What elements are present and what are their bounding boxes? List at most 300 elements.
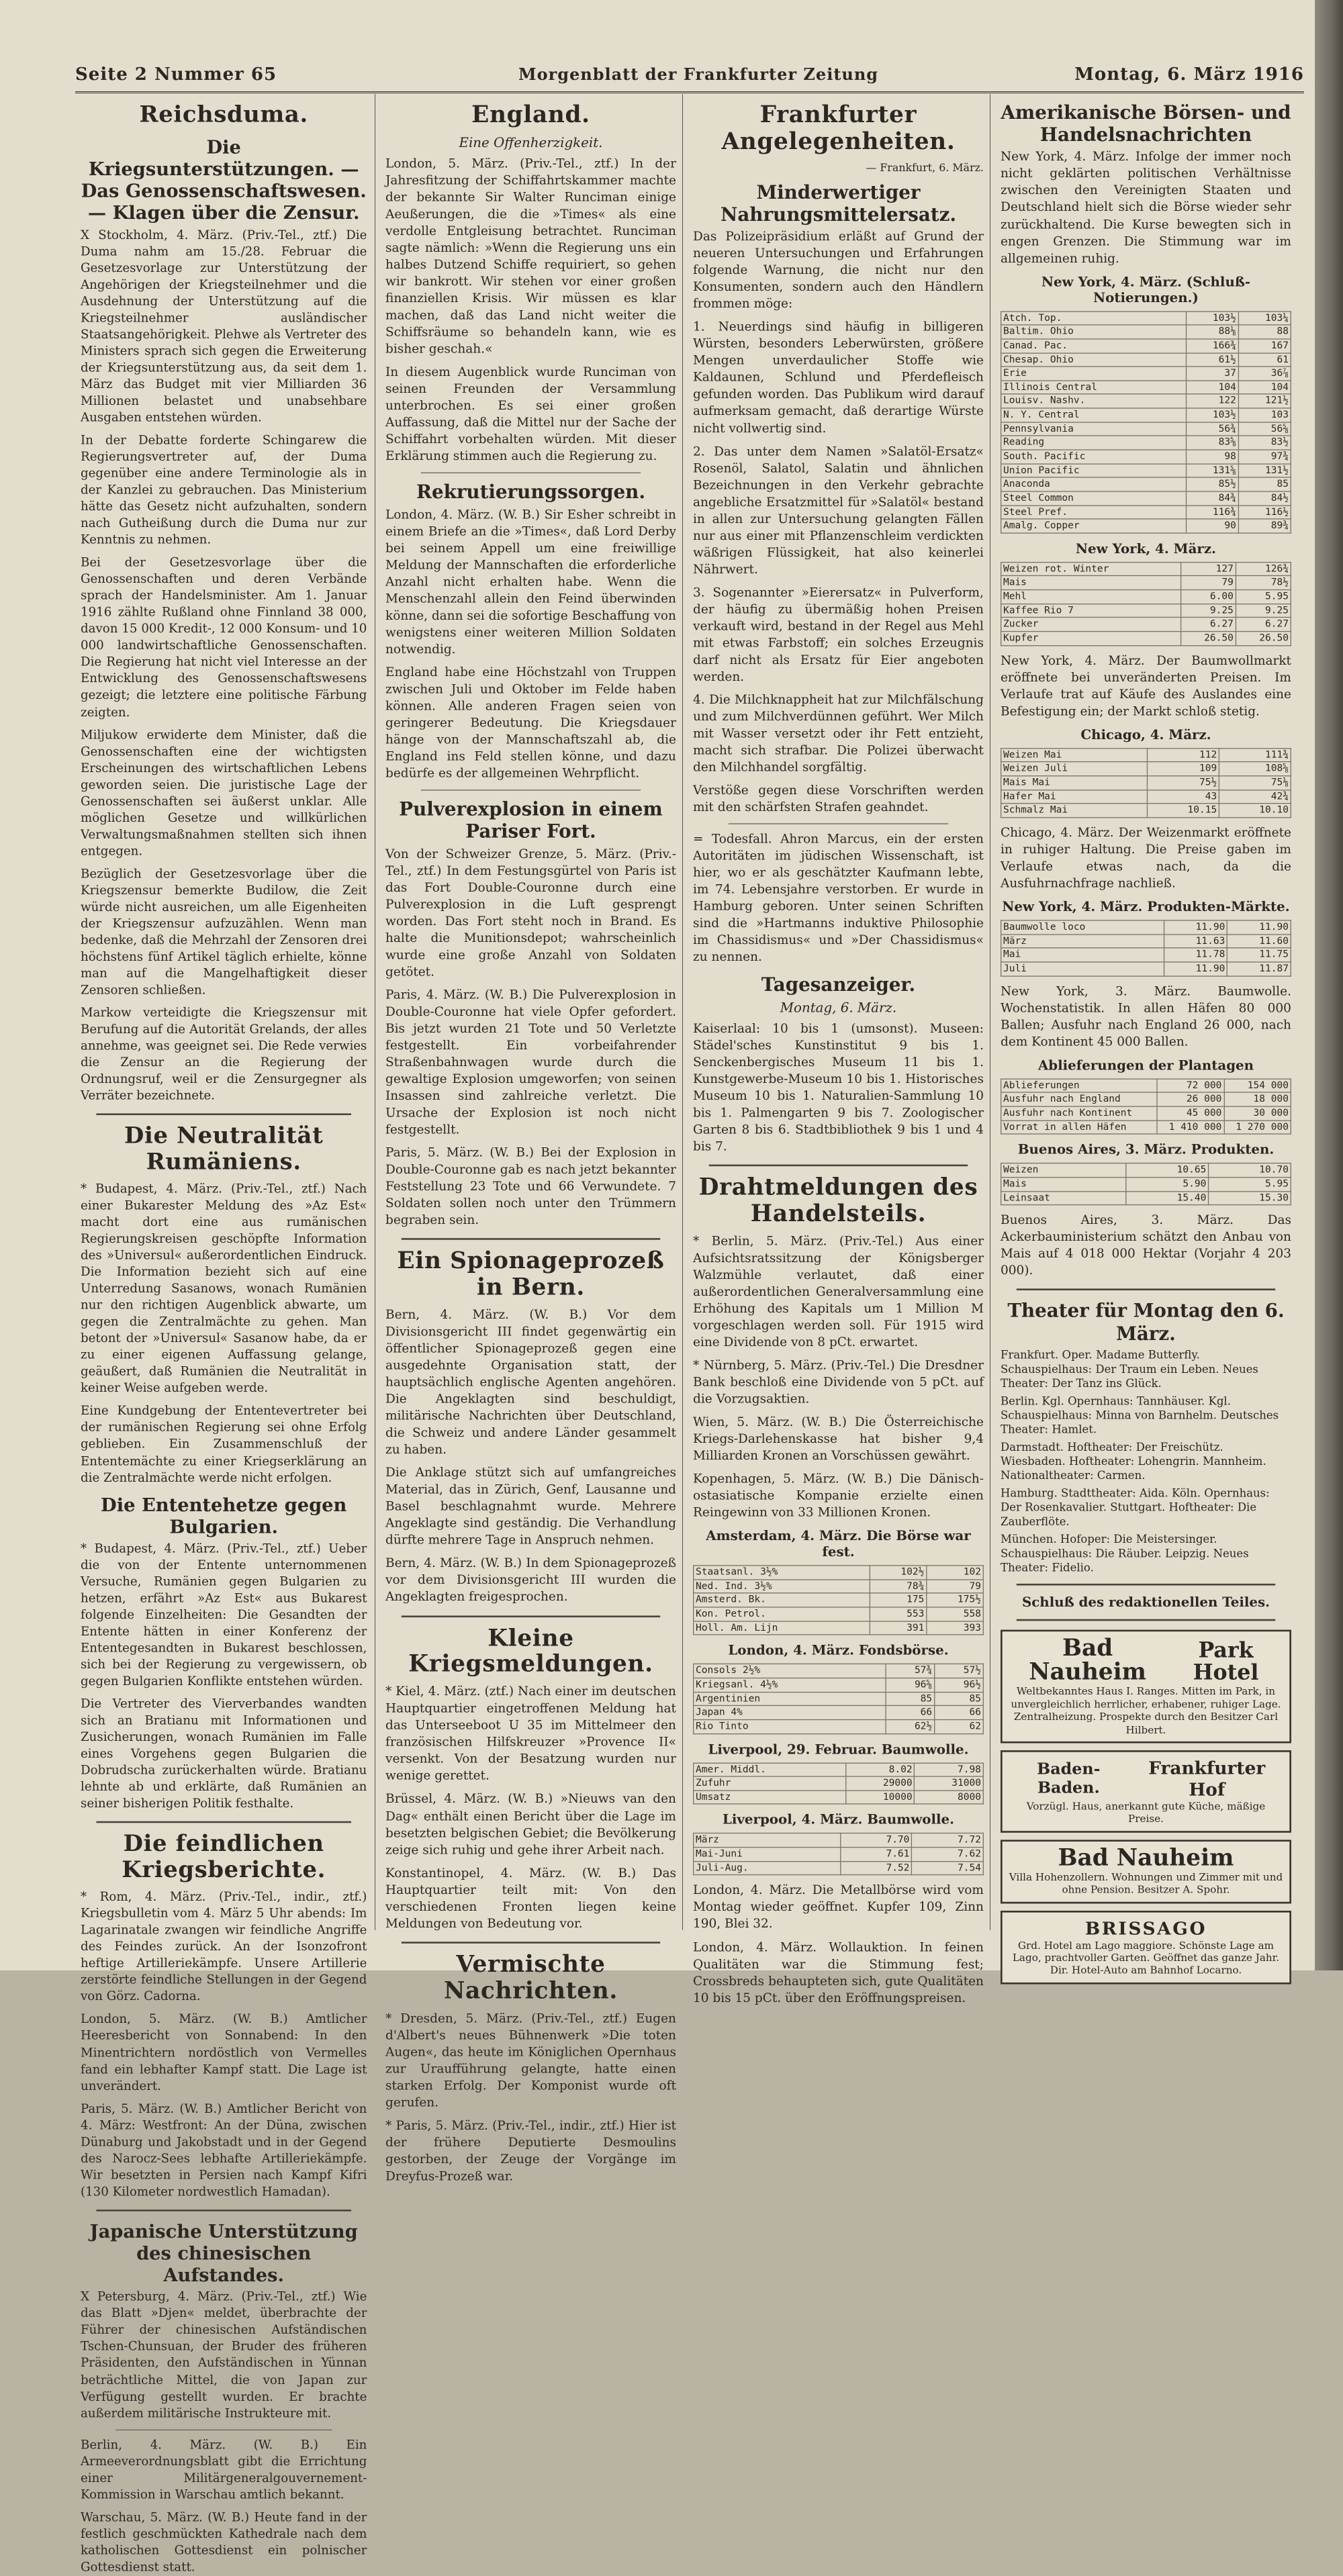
- table-caption: New York, 4. März. (Schluß-Notierungen.): [1041, 273, 1251, 305]
- article-paragraph: X Petersburg, 4. März. (Priv.-Tel., ztf.) Wie das Blatt »Djen« meldet, überbrachte der Führer der chinesischen Aufständischen Tschen-Chunsuan, der Bruder des früheren Präsidenten, den Aufständischen in Yünnan beträchtliche Mittel, die von Japan zur Verfügung gestellt wurden. Er brachte außerdem militärische Instrukteure mit.: [81, 2290, 367, 2421]
- ad-town: Bad Nauheim: [1029, 1635, 1146, 1686]
- table-cell: Ausfuhr nach Kontinent: [1001, 1106, 1157, 1120]
- table-cell: 72 000: [1157, 1079, 1224, 1093]
- article-paragraph: Paris, 4. März. (W. B.) Die Pulverexplosion in Double-Couronne hat viele Opfer gefordert. Bis jetzt wurden 21 Tote und 50 Verletzte festgestellt. Ein vorbeifahrender Straßenbahnwagen wurde durch die gewaltige Explosion umgeworfen; von seinen Insassen sind zahlreiche verletzt. Die Ursache der Explosion ist noch nicht festgestellt.: [385, 988, 676, 1137]
- table-cell: 175: [870, 1593, 927, 1607]
- section-heading: Rekrutierungssorgen.: [416, 481, 645, 504]
- table-cell: 5.95: [1236, 590, 1291, 604]
- section-heading: Amerikanische Börsen- und Handelsnachrichten: [1001, 101, 1291, 146]
- table-cell: 88⅛: [1186, 325, 1238, 339]
- table-row: [1001, 1178, 1291, 1192]
- table-cell: 127: [1180, 562, 1236, 576]
- table-cell: Consols 2½%: [694, 1664, 886, 1678]
- article-paragraph: London, 5. März. (Priv.-Tel., ztf.) In der Jahresfitzung der Schiffahrtskammer machte der bekannte Sir Walter Runciman einige Aeußerungen, die die »Times« als eine verdolle Entgleisung betrachtet. Runciman sagte nämlich: »Wenn die Regierung uns ein halbes Dutzend Schiffe requiriert, so gehen wir bankrott. Wir stehen vor einer großen finanziellen Krisis. Wir müssen es klar machen, daß das Land nicht weiter die Schiffsräume so behandeln kann, wie es bisher geschah.«: [385, 156, 676, 357]
- table-row: [694, 1848, 984, 1862]
- table-cell: 83⅝: [1186, 436, 1238, 450]
- ad-hotel-name: Park Hotel: [1193, 1637, 1259, 1685]
- article-paragraph: New York, 3. März. Baumwolle. Wochenstatistik. In allen Häfen 80 000 Ballen; Ausfuhr nach England 26 000, nach dem Kontinent 45 000 Ballen.: [1001, 984, 1291, 1049]
- article-paragraph: 4. Die Milchknappheit hat zur Milchfälschung und zum Milchverdünnen geführt. Wer Milch mit Wasser versetzt oder ihr Fett entzieht, macht sich strafbar. Die Polizei überwacht den Milchhandel sorgfältig.: [693, 693, 984, 775]
- article-paragraph: Wien, 5. März. (W. B.) Die Österreichische Kriegs-Darlehenskasse hat bisher 9,4 Milliarden Kronen an Vorschüssen gewährt.: [693, 1415, 984, 1464]
- table-row: [1001, 604, 1291, 618]
- table-cell: 393: [927, 1621, 984, 1635]
- section-heading: Frankfurter Angelegenheiten.: [721, 101, 956, 155]
- divider: [402, 1942, 660, 1944]
- article-paragraph: Miljukow erwiderte dem Minister, daß die Genossenschaften eine der wichtigsten Erscheinungen des wirtschaftlichen Lebens geworden seien. Die juristische Lage der Genossenschaften sei äußerst unklar. Alle möglichen Gesetze und willkürlichen Verwaltungsmaßnahmen stellten sich ihnen entgegen.: [81, 728, 367, 859]
- table-row: [1001, 1191, 1291, 1205]
- table-row: [694, 1706, 984, 1720]
- article-paragraph: Brüssel, 4. März. (W. B.) »Nieuws van den Dag« enthält einen Bericht über die Lage im besetzten belgischen Gebiet; die Bevölkerung zeige sich ruhig und gehe ihrer Arbeit nach.: [385, 1792, 676, 1858]
- section-heading: England.: [471, 101, 590, 129]
- table-cell: 43: [1148, 790, 1219, 804]
- table-cell: N. Y. Central: [1001, 408, 1186, 422]
- table-cell: 103½: [1186, 408, 1238, 422]
- table-cell: 9.25: [1236, 604, 1291, 618]
- table-cell: 56¾: [1186, 422, 1238, 436]
- table-cell: 85: [886, 1692, 935, 1706]
- theatre-listing: Darmstadt. Hoftheater: Der Freischütz. Wiesbaden. Hoftheater: Lohengrin. Mannheim. Nationaltheater: Carmen.: [1001, 1439, 1266, 1482]
- new-york-commodities-table: [1001, 562, 1291, 646]
- table-cell: Kaffee Rio 7: [1001, 604, 1180, 618]
- table-row: [694, 1791, 984, 1805]
- table-cell: Amalg. Copper: [1001, 519, 1186, 533]
- table-cell: März: [1001, 935, 1164, 949]
- article-paragraph: * Rom, 4. März. (Priv.-Tel., indir., ztf.) Kriegsbulletin vom 4. März 5 Uhr abends: Im Lagarinatale zwangen wir feindliche Angriffe des Feindes zurück. An der Isonzofront heftige Artilleriekämpfe. Unsere Artillerie zerstörte feindliche Stellungen in der Gegend von Görz. Cadorna.: [81, 1890, 367, 2004]
- table-cell: 121½: [1238, 394, 1291, 408]
- table-cell: 102½: [870, 1566, 927, 1580]
- dateline: — Frankfurt, 6. März.: [866, 161, 984, 174]
- table-cell: Hafer Mai: [1001, 790, 1148, 804]
- article-paragraph: Eine Kundgebung der Ententevertreter bei der rumänischen Regierung sei ohne Erfolg geblieben. Ein Zusammenschluß der Ententemächte zu einer Kriegserklärung an die Zentralmächte werde nicht erfolgen.: [81, 1404, 367, 1485]
- table-cell: Mai: [1001, 948, 1164, 962]
- table-row: [1001, 1163, 1291, 1178]
- table-cell: Mais: [1001, 1178, 1126, 1192]
- table-cell: 11.90: [1164, 920, 1228, 935]
- table-cell: 10.70: [1209, 1163, 1291, 1178]
- table-cell: 104: [1238, 381, 1291, 395]
- divider: [402, 1238, 660, 1240]
- table-cell: März: [694, 1833, 841, 1848]
- section-heading: Reichsduma.: [139, 101, 308, 128]
- table-cell: 96⅝: [886, 1678, 935, 1692]
- column-2: [385, 94, 676, 2518]
- table-cell: 7.72: [912, 1833, 984, 1848]
- table-row: [1001, 436, 1291, 450]
- table-cell: 66: [934, 1706, 983, 1720]
- section-heading: Drahtmeldungen des Handelsteils.: [698, 1174, 978, 1227]
- table-cell: 90: [1186, 519, 1238, 533]
- table-cell: 116¾: [1186, 506, 1238, 520]
- table-row: [694, 1566, 984, 1580]
- table-cell: 5.95: [1209, 1178, 1291, 1192]
- table-cell: Ablieferungen: [1001, 1079, 1157, 1093]
- divider: [96, 2209, 351, 2211]
- article-paragraph: New York, 4. März. Infolge der immer noch nicht geklärten politischen Verhältnisse zwischen den Vereinigten Staaten und Deutschland hielt sich die Börse wieder sehr zurückhaltend. Die Kurse bewegten sich in engen Grenzen. Die Stimmung war im allgemeinen ruhig.: [1001, 150, 1291, 266]
- table-cell: 391: [870, 1621, 927, 1635]
- table-cell: South. Pacific: [1001, 450, 1186, 464]
- article-paragraph: London, 5. März. (W. B.) Amtlicher Heeresbericht von Sonnabend: In den Minentrichtern nordöstlich von Vermelles fand ein lebhafter Kampf statt. Die Lage ist unverändert.: [81, 2012, 367, 2093]
- table-cell: Kon. Petrol.: [694, 1607, 870, 1621]
- table-row: [1001, 762, 1291, 776]
- table-row: [694, 1580, 984, 1594]
- table-row: [1001, 422, 1291, 436]
- table-row: [694, 1607, 984, 1621]
- table-cell: Vorrat in allen Häfen: [1001, 1120, 1157, 1135]
- table-cell: 6.27: [1180, 618, 1236, 632]
- table-cell: Kupfer: [1001, 632, 1180, 646]
- table-cell: 97¾: [1238, 450, 1291, 464]
- article-paragraph: Bei der Gesetzesvorlage über die Genossenschaften und deren Verbände sprach der Handelsminister. Am 1. Januar 1916 zählte Rußland ohne Finnland 38 000, davon 15 000 Kredit-, 12 000 Konsum- und 10 000 landwirtschaftliche Genossenschaften. Die Regierung hat nicht viel Interesse an der Entwicklung des Genossenschaftswesens gezeigt; die letztere eine politische Färbung zeigten.: [81, 556, 367, 720]
- article-paragraph: * Budapest, 4. März. (Priv.-Tel., ztf.) Nach einer Bukarester Meldung des »Az Est« macht dort eine aus rumänischen Regierungskreisen geschöpfte Information des »Universul« außerordentlichen Eindruck. Die Information bezieht sich auf eine Unterredung Sasanows, wonach Rumänien nur den richtigen Augenblick abwarte, um gegen die Zentralmächte zu gehen. Man betont der »Universul« Sasanow habe, da er zu einer eigenen Auffassung gelange, geäußert, daß Rumänien die Neutralität in keiner Weise aufgeben werde.: [81, 1182, 367, 1396]
- table-cell: 7.98: [915, 1763, 983, 1777]
- article-paragraph: * Nürnberg, 5. März. (Priv.-Tel.) Die Dresdner Bank beschloß eine Dividende von 5 pCt. auf die Vorzugsaktien.: [693, 1358, 984, 1406]
- table-row: [1001, 776, 1291, 790]
- section-subheading: Die Kriegsunterstützungen. — Das Genossenschaftswesen. — Klagen über die Zensur.: [81, 136, 367, 224]
- tagesanzeiger-date: Montag, 6. März.: [780, 999, 897, 1016]
- table-cell: 37: [1186, 367, 1238, 381]
- table-row: [1001, 618, 1291, 632]
- table-cell: Weizen: [1001, 1163, 1126, 1178]
- table-cell: 84½: [1238, 491, 1291, 506]
- table-cell: Ned. Ind. 3½%: [694, 1580, 870, 1594]
- table-row: [1001, 464, 1291, 478]
- table-row: [1001, 450, 1291, 464]
- table-cell: 108⅝: [1219, 762, 1291, 776]
- table-cell: Mais Mai: [1001, 776, 1148, 790]
- table-row: [694, 1763, 984, 1777]
- table-cell: 11.90: [1164, 962, 1228, 976]
- table-cell: 7.70: [840, 1833, 912, 1848]
- table-row: [694, 1678, 984, 1692]
- table-row: [1001, 367, 1291, 381]
- table-cell: 104: [1186, 381, 1238, 395]
- table-cell: 10000: [846, 1791, 915, 1805]
- table-cell: 88: [1238, 325, 1291, 339]
- table-row: [1001, 590, 1291, 604]
- article-paragraph: = Todesfall. Ahron Marcus, ein der ersten Autoritäten im jüdischen Wissenschaft, ist hier, wo er als geschätzter Kaufmann lebte, im 74. Lebensjahre verstorben. Er wurde in Hamburg geboren. Unter seinen Schriften sind die »Hartmanns induktive Philosophie im Chassidismus« und »Der Chassidismus« zu nennen.: [693, 832, 984, 965]
- advertisement-brissago: [1001, 1911, 1291, 1985]
- table-cell: 78½: [1236, 576, 1291, 590]
- table-cell: 26.50: [1180, 632, 1236, 646]
- divider: [96, 1821, 351, 1823]
- article-paragraph: Von der Schweizer Grenze, 5. März. (Priv.-Tel., ztf.) In dem Festungsgürtel von Paris ist das Fort Double-Couronne durch eine Pulverexplosion in die Luft gesprengt worden. Das Fort steht noch in Brand. Es halte die Munitionsdepot; wahrscheinlich wurde eine große Anzahl von Soldaten getötet.: [385, 847, 676, 980]
- section-heading: Ein Spionageprozeß in Bern.: [397, 1247, 665, 1301]
- table-row: [1001, 381, 1291, 395]
- table-cell: Union Pacific: [1001, 464, 1186, 478]
- section-heading: Theater für Montag den 6. März.: [1007, 1299, 1285, 1345]
- table-caption: Amsterdam, 4. März. Die Börse war fest.: [706, 1527, 971, 1560]
- section-heading: Japanische Unterstützung des chinesischen Aufstandes.: [89, 2220, 358, 2286]
- table-cell: 9.25: [1180, 604, 1236, 618]
- new-york-stocks-table: [1001, 311, 1291, 534]
- article-paragraph: London, 4. März. Wollauktion. In feinen Qualitäten war die Stimmung fest; Crossbreds behaupteten sich, gute Qualitäten 10 bis 15 pCt. über den Eröffnungspreisen.: [693, 1940, 984, 2005]
- table-row: [694, 1861, 984, 1875]
- theatre-listing: Frankfurt. Oper. Madame Butterfly. Schauspielhaus: Der Traum ein Leben. Neues Theater: Der Tanz ins Glück.: [1001, 1347, 1258, 1390]
- table-cell: 11.60: [1228, 935, 1291, 949]
- article-paragraph: Chicago, 4. März. Der Weizenmarkt eröffnete in ruhiger Haltung. Die Preise gaben im Verlaufe etwas nach, da die Ausfuhrnachfrage nachließ.: [1001, 826, 1291, 891]
- article-paragraph: Bern, 4. März. (W. B.) In dem Spionageprozeß vor dem Divisionsgericht III wurden die Angeklagten freigesprochen.: [385, 1556, 676, 1605]
- table-row: [1001, 935, 1291, 949]
- section-subheading: Minderwertiger Nahrungsmittelersatz.: [720, 181, 956, 226]
- divider: [1017, 1289, 1275, 1291]
- table-cell: 98: [1186, 450, 1238, 464]
- theatre-listing: Berlin. Kgl. Opernhaus: Tannhäuser. Kgl. Schauspielhaus: Minna von Barnhelm. Deutsches Theater: Hamlet.: [1001, 1394, 1279, 1436]
- table-row: [1001, 312, 1291, 326]
- article-paragraph: Verstöße gegen diese Vorschriften werden mit den schärfsten Strafen geahndet.: [693, 783, 984, 815]
- table-row: [1001, 948, 1291, 962]
- section-heading: Die Ententehetze gegen Bulgarien.: [101, 1493, 347, 1537]
- table-row: [1001, 562, 1291, 576]
- table-cell: 15.40: [1126, 1191, 1209, 1205]
- table-cell: 42¾: [1219, 790, 1291, 804]
- advertisement-park-hotel: [1001, 1629, 1291, 1743]
- divider: [1017, 1619, 1275, 1621]
- table-cell: Weizen rot. Winter: [1001, 562, 1180, 576]
- table-cell: Canad. Pac.: [1001, 339, 1186, 353]
- table-caption: New York, 4. März. Produkten-Märkte.: [1002, 898, 1290, 915]
- advertisement-frankfurter-hof: [1001, 1750, 1291, 1832]
- ad-text: Vorzügl. Haus, anerkannt gute Küche, mäßige Preise.: [1026, 1799, 1266, 1825]
- table-cell: 131½: [1238, 464, 1291, 478]
- table-cell: 62½: [886, 1719, 935, 1733]
- table-cell: Holl. Am. Lijn: [694, 1621, 870, 1635]
- table-cell: 7.61: [840, 1848, 912, 1862]
- table-cell: Zucker: [1001, 618, 1180, 632]
- table-cell: Weizen Juli: [1001, 762, 1148, 776]
- table-row: [1001, 408, 1291, 422]
- article-paragraph: London, 4. März. Die Metallbörse wird vom Montag wieder geöffnet. Kupfer 109, Zinn 190, Blei 32.: [693, 1883, 984, 1931]
- table-caption: Liverpool, 4. März. Baumwolle.: [722, 1811, 954, 1828]
- table-row: [1001, 352, 1291, 367]
- article-paragraph: * Dresden, 5. März. (Priv.-Tel., ztf.) Eugen d'Albert's neues Bühnenwerk »Die toten Augen«, das heute im Königlichen Opernhaus zur Uraufführung gelangte, hatte einen starken Erfolg. Der Komponist wurde oft gerufen.: [385, 2011, 676, 2110]
- table-cell: 89¾: [1238, 519, 1291, 533]
- table-caption: Buenos Aires, 3. März. Produkten.: [1017, 1141, 1275, 1158]
- table-caption: Ablieferungen der Plantagen: [1037, 1057, 1254, 1074]
- table-cell: 553: [870, 1607, 927, 1621]
- table-cell: Mai-Juni: [694, 1848, 841, 1862]
- table-cell: 79: [1180, 576, 1236, 590]
- table-cell: Mehl: [1001, 590, 1180, 604]
- article-paragraph: England habe eine Höchstzahl von Truppen zwischen Juli und Oktober im Felde haben können. Alle anderen Fragen seien von geringerer Bedeutung. Die Kriegsdauer hänge von der Mannschaftszahl ab, die England ins Feld stellen könne, und dazu bedürfe es der allgemeinen Wehrpflicht.: [385, 665, 676, 781]
- table-row: [694, 1692, 984, 1706]
- table-cell: 83½: [1238, 436, 1291, 450]
- table-row: [1001, 519, 1291, 533]
- table-cell: 103½: [1186, 312, 1238, 326]
- article-paragraph: Konstantinopel, 4. März. (W. B.) Das Hauptquartier teilt mit: Von den verschiedenen Fronten liegen keine Meldungen von Bedeutung vor.: [385, 1866, 676, 1931]
- article-paragraph: * Berlin, 5. März. (Priv.-Tel.) Aus einer Aufsichtsratssitzung der Königsberger Walzmühle verlautet, daß einer außerordentlichen Generalversammlung eine Erhöhung des Kapitals um 1 Million M vorgeschlagen werden soll. Für 1915 wird eine Dividende von 8 pCt. erwartet.: [693, 1234, 984, 1350]
- table-cell: 154 000: [1224, 1079, 1291, 1093]
- article-paragraph: Berlin, 4. März. (W. B.) Ein Armeeverordnungsblatt gibt die Errichtung einer Militärgeneralgouvernement-Kommission in Warschau amtlich bekannt.: [81, 2438, 367, 2502]
- article-paragraph: Bezüglich der Gesetzesvorlage über die Kriegszensur bemerkte Budilow, die Zeit würde nicht ausreichen, um alle Eigenheiten der Kriegszensur aufzuzählen. Wenn man bedenke, daß die Mehrzahl der Zensoren drei höchstens fünf Artikel täglich erhielte, könne man auf die Mangelhaftigkeit dieser Zensoren schließen.: [81, 867, 367, 998]
- table-cell: 7.52: [840, 1861, 912, 1875]
- table-cell: 78¾: [870, 1580, 927, 1594]
- article-paragraph: * Paris, 5. März. (Priv.-Tel., indir., ztf.) Hier ist der frühere Deputierte Desmoulins gestorben, der Zeuge der Vorgänge im Dreyfus-Prozeß war.: [385, 2118, 676, 2184]
- table-cell: 102: [927, 1566, 984, 1580]
- divider: [402, 1615, 660, 1617]
- table-cell: Umsatz: [694, 1791, 846, 1805]
- article-paragraph: Buenos Aires, 3. März. Das Ackerbauministerium schätzt den Anbau von Mais auf 4 018 000 Hektar (Vorjahr 4 203 000).: [1001, 1213, 1291, 1279]
- table-cell: 11.78: [1164, 948, 1228, 962]
- table-cell: 111¾: [1219, 749, 1291, 763]
- ad-text: Grd. Hotel am Lago maggiore. Schönste Lage am Lago, prachtvoller Garten. Geöffnet das ganze Jahr. Dir. Hotel-Auto am Bahnhof Locarno.: [1012, 1938, 1280, 1977]
- table-cell: Mais: [1001, 576, 1180, 590]
- table-row: [1001, 920, 1291, 935]
- chicago-table: [1001, 748, 1291, 818]
- table-caption: New York, 4. März.: [1075, 540, 1217, 557]
- table-cell: 109: [1148, 762, 1219, 776]
- table-caption: London, 4. März. Fondsbörse.: [728, 1642, 949, 1659]
- table-cell: 1 270 000: [1224, 1120, 1291, 1135]
- table-row: [1001, 394, 1291, 408]
- book-binding-edge: [1315, 0, 1343, 1970]
- table-cell: 18 000: [1224, 1093, 1291, 1107]
- article-paragraph: Warschau, 5. März. (W. B.) Heute fand in der festlich geschmückten Kathedrale nach dem katholischen Gottesdienst ein polnischer Gottesdienst statt.: [81, 2510, 367, 2575]
- cotton-deliveries-table: [1001, 1078, 1291, 1135]
- table-cell: 61: [1238, 352, 1291, 367]
- table-row: [1001, 1120, 1291, 1135]
- table-cell: 5.90: [1126, 1178, 1209, 1192]
- masthead: [75, 62, 1304, 93]
- table-row: [1001, 325, 1291, 339]
- table-cell: Weizen Mai: [1001, 749, 1148, 763]
- table-row: [694, 1833, 984, 1848]
- table-cell: 57¾: [886, 1664, 935, 1678]
- table-cell: 11.63: [1164, 935, 1228, 949]
- table-cell: 29000: [846, 1776, 915, 1791]
- article-paragraph: Markow verteidigte die Kriegszensur mit Berufung auf die Autorität Grelands, der alles annehme, was geeignet sei. Die Rede verwies die Zensur an die Regierung der Ordnungsruf, weil er die Zensurgegner als Verräter bezeichnete.: [81, 1006, 367, 1104]
- table-row: [1001, 1079, 1291, 1093]
- table-cell: 11.90: [1228, 920, 1291, 935]
- table-cell: 6.27: [1236, 618, 1291, 632]
- table-cell: Steel Common: [1001, 491, 1186, 506]
- article-paragraph: * Budapest, 4. März. (Priv.-Tel., ztf.) Ueber die von der Entente unternommenen Versuche, Rumänien gegen Bulgarien zu hetzen, erfährt »Az Est« aus Bukarest folgende Einzelheiten: Die Gesandten der Entente hätten in einer Konferenz der Ententegesandten in Bukarest beschlossen, sich bei der Regierung zu vergewissern, ob gegen Bulgarien Konflikte entstehen würden.: [81, 1541, 367, 1689]
- table-cell: Anaconda: [1001, 477, 1186, 491]
- ad-town: Baden-Baden.: [1037, 1760, 1101, 1797]
- table-cell: 10.15: [1148, 804, 1219, 818]
- table-cell: 15.30: [1209, 1191, 1291, 1205]
- table-cell: 31000: [915, 1776, 983, 1791]
- advertisement-villa: [1001, 1840, 1291, 1903]
- column-4: [1001, 94, 1291, 2518]
- table-cell: Erie: [1001, 367, 1186, 381]
- table-cell: 96½: [934, 1678, 983, 1692]
- ad-text: Villa Hohenzollern. Wohnungen und Zimmer mit und ohne Pension. Besitzer A. Spohr.: [1009, 1870, 1283, 1896]
- table-row: [1001, 804, 1291, 818]
- table-cell: 7.54: [912, 1861, 984, 1875]
- table-cell: Pennsylvania: [1001, 422, 1186, 436]
- table-caption: Chicago, 4. März.: [1080, 726, 1211, 743]
- table-cell: 11.87: [1228, 962, 1291, 976]
- theatre-listing: München. Hofoper: Die Meistersinger. Schauspielhaus: Die Räuber. Leipzig. Neues Theater: Fidelio.: [1001, 1532, 1249, 1574]
- table-row: [1001, 962, 1291, 976]
- article-paragraph: New York, 4. März. Der Baumwollmarkt eröffnete bei unveränderten Preisen. Im Verlaufe trat auf Käufe des Auslandes eine Befestigung ein; der Markt schloß stetig.: [1001, 653, 1291, 719]
- article-paragraph: Die Anklage stützt sich auf umfangreiches Material, das in Zürich, Genf, Lausanne und Basel beschlagnahmt wurde. Mehrere Angeklagte sind geständig. Die Verhandlung dürfte mehrere Tage in Anspruch nehmen.: [385, 1466, 676, 1548]
- article-paragraph: In der Debatte forderte Schingarew die Regierungsvertreter auf, der Duma gegenüber eine andere Terminologie als in der Kanzlei zu gebrauchen. Das Ministerium hätte das Gesetz nicht aufzuhalten, sondern nach Gutheißung durch die Duma nur zur Kenntnis zu nehmen.: [81, 433, 367, 547]
- paper-title: Morgenblatt der Frankfurter Zeitung: [518, 64, 879, 84]
- issue-date: Montag, 6. März 1916: [1074, 64, 1304, 85]
- article-paragraph: Bern, 4. März. (W. B.) Vor dem Divisionsgericht III findet gegenwärtig ein öffentlicher Spionageprozeß gegen eine ausgedehnte Organisation statt, der hauptsächlich englische Agenten angehören. Die Angeklagten sind beschuldigt, militärische Nachrichten über Deutschland, die Schweiz und andere Länder gesammelt zu haben.: [385, 1308, 676, 1458]
- produce-table: [1001, 920, 1291, 976]
- table-cell: Schmalz Mai: [1001, 804, 1148, 818]
- table-row: [1001, 491, 1291, 506]
- column-rule: [682, 94, 683, 1930]
- table-cell: 62: [934, 1719, 983, 1733]
- table-cell: 11.75: [1228, 948, 1291, 962]
- table-row: [1001, 749, 1291, 763]
- section-subheading: Eine Offenherzigkeit.: [459, 134, 603, 151]
- liverpool-cotton-table: [693, 1833, 984, 1875]
- table-cell: Chesap. Ohio: [1001, 352, 1186, 367]
- table-cell: Kriegsanl. 4½%: [694, 1678, 886, 1692]
- table-row: [694, 1593, 984, 1607]
- buenos-aires-table: [1001, 1163, 1291, 1205]
- table-cell: 103¼: [1238, 312, 1291, 326]
- article-paragraph: * Kiel, 4. März. (ztf.) Nach einer im deutschen Hauptquartier eingetroffenen Meldung hat das Unterseeboot U 35 im Mittelmeer den französischen Hilfskreuzer »Provence II« versenkt. Von der Besatzung wurden nur wenige gerettet.: [385, 1684, 676, 1784]
- table-cell: 66: [886, 1706, 935, 1720]
- divider: [709, 1164, 968, 1166]
- table-cell: Illinois Central: [1001, 381, 1186, 395]
- section-heading: Pulverexplosion in einem Pariser Fort.: [399, 798, 663, 843]
- table-cell: 167: [1238, 339, 1291, 353]
- table-cell: Staatsanl. 3½%: [694, 1566, 870, 1580]
- section-heading: Tagesanzeiger.: [761, 973, 916, 996]
- theatre-listing: Hamburg. Stadttheater: Aida. Köln. Opernhaus: Der Rosenkavalier. Stuttgart. Hoftheater: Die Zauberflöte.: [1001, 1486, 1270, 1528]
- table-cell: Argentinien: [694, 1692, 886, 1706]
- divider: [115, 2429, 332, 2430]
- table-cell: 57½: [934, 1664, 983, 1678]
- table-row: [694, 1621, 984, 1635]
- table-cell: 85: [934, 1692, 983, 1706]
- divider: [96, 1114, 351, 1116]
- table-row: [1001, 576, 1291, 590]
- amsterdam-table: [693, 1565, 984, 1635]
- table-cell: 85: [1238, 477, 1291, 491]
- table-cell: 8000: [915, 1791, 983, 1805]
- table-cell: 36⅞: [1238, 367, 1291, 381]
- table-cell: 122: [1186, 394, 1238, 408]
- table-cell: 558: [927, 1607, 984, 1621]
- table-cell: 10.10: [1219, 804, 1291, 818]
- table-cell: Atch. Top.: [1001, 312, 1186, 326]
- article-paragraph: Die Vertreter des Vierverbandes wandten sich an Bratianu mit Informationen und Zusicherungen, wonach Rumänien im Falle eines Vorgehens gegen Bulgarien die Dobrudscha zurückerhalten würde. Bratianu lehnte ab und erklärte, daß Rumänien an seiner bisherigen Politik festhalte.: [81, 1697, 367, 1811]
- section-heading: Vermischte Nachrichten.: [443, 1951, 618, 2005]
- table-cell: Japan 4%: [694, 1706, 886, 1720]
- ad-town: Bad Nauheim: [1058, 1844, 1234, 1872]
- article-paragraph: Kopenhagen, 5. März. (W. B.) Die Dänisch-ostasiatische Kompanie erzielte einen Reingewinn von 33 Millionen Kronen.: [693, 1472, 984, 1521]
- table-cell: Steel Pref.: [1001, 506, 1186, 520]
- table-cell: 175½: [927, 1593, 984, 1607]
- ad-text: Weltbekanntes Haus I. Ranges. Mitten im Park, in unvergleichlich herrlicher, erhabener, ruhiger Lage. Zentralheizung. Prospekte durch den Besitzer Carl Hilbert.: [1011, 1684, 1281, 1736]
- table-cell: 10.65: [1126, 1163, 1209, 1178]
- table-row: [1001, 790, 1291, 804]
- table-cell: Leinsaat: [1001, 1191, 1126, 1205]
- table-cell: Louisv. Nashv.: [1001, 394, 1186, 408]
- table-row: [1001, 1093, 1291, 1107]
- ad-town: BRISSAGO: [1084, 1917, 1207, 1939]
- table-row: [1001, 339, 1291, 353]
- article-paragraph: X Stockholm, 4. März. (Priv.-Tel., ztf.) Die Duma nahm am 15./28. Februar die Gesetzesvorlage zur Unterstützung der Angehörigen der Kriegsteilnehmer und die Ausdehnung der Unterstützung auf die Kriegsteilnehmer ausländischer Staatsangehörigkeit. Plehwe als Vertreter des Ministers sprach sich gegen die Erweiterung der Kriegsunterstützung aus, da seit dem 1. März das Budget mit vier Milliarden 36 Millionen belastet und unabsehbare Ausgaben entstehen würden.: [81, 228, 367, 425]
- table-cell: 85½: [1186, 477, 1238, 491]
- table-row: [1001, 506, 1291, 520]
- table-cell: Reading: [1001, 436, 1186, 450]
- table-cell: 103: [1238, 408, 1291, 422]
- table-cell: Zufuhr: [694, 1776, 846, 1791]
- article-paragraph: Das Polizeipräsidium erläßt auf Grund der neueren Untersuchungen und Erfahrungen folgende Warnung, die nicht nur den Konsumenten, sondern auch den Händlern frommen möge:: [693, 230, 984, 312]
- table-row: [694, 1664, 984, 1678]
- table-caption: Liverpool, 29. Februar. Baumwolle.: [708, 1741, 969, 1758]
- table-cell: 126¾: [1236, 562, 1291, 576]
- table-cell: 30 000: [1224, 1106, 1291, 1120]
- table-cell: Ausfuhr nach England: [1001, 1093, 1157, 1107]
